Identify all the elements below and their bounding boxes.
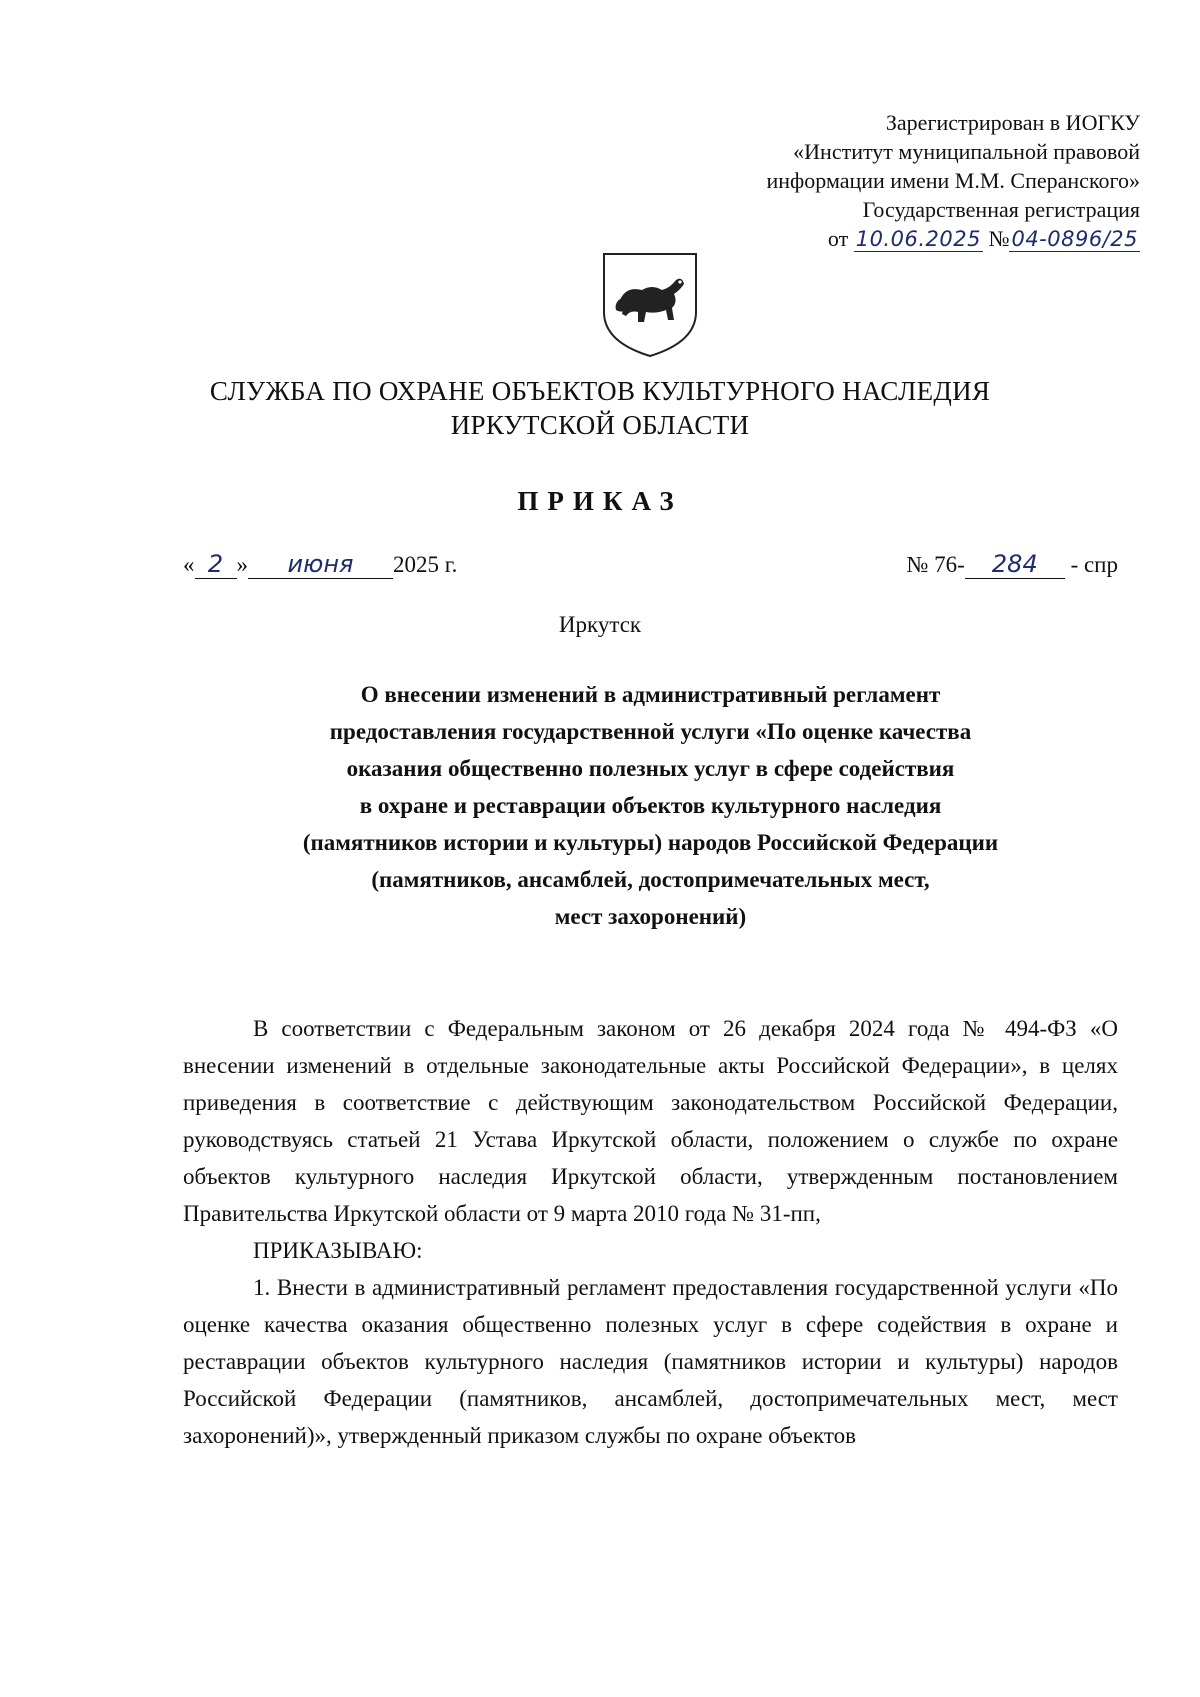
document-title bbox=[183, 676, 1118, 935]
order-month: июня bbox=[287, 550, 354, 578]
quote-open: « bbox=[183, 552, 195, 577]
registration-line: Зарегистрирован в ИОГКУ bbox=[885, 110, 1140, 135]
order-word: ПРИКАЗЫВАЮ: bbox=[253, 1238, 423, 1263]
registration-number-prefix: № bbox=[988, 226, 1010, 251]
order-month-field bbox=[248, 550, 393, 579]
irkutsk-coat-of-arms-icon bbox=[600, 250, 700, 360]
registration-line: Государственная регистрация bbox=[862, 197, 1140, 222]
registration-number: 04-0896/25 bbox=[1011, 227, 1138, 251]
registration-line: «Институт муниципальной правовой bbox=[793, 139, 1140, 164]
document-type: ПРИКАЗ bbox=[517, 486, 683, 516]
quote-close: » bbox=[236, 552, 248, 577]
title-line: (памятников истории и культуры) народов Российской Федерации bbox=[302, 830, 999, 855]
order-date-number-line bbox=[183, 550, 1118, 590]
order-day: 2 bbox=[207, 550, 224, 578]
organization-name bbox=[0, 374, 1200, 442]
order-day-field bbox=[195, 550, 237, 579]
order-year: 2025 г. bbox=[393, 552, 458, 577]
registration-line: информации имени М.М. Сперанского» bbox=[766, 168, 1140, 193]
document-body bbox=[183, 1010, 1118, 1454]
city: Иркутск bbox=[558, 612, 642, 637]
order-number-suffix: - спр bbox=[1070, 552, 1118, 577]
title-line: в охране и реставрации объектов культурного наследия bbox=[359, 793, 942, 818]
order-number bbox=[906, 550, 1118, 579]
order-item-1: 1. Внести в административный регламент предоставления государственной услуги «По оценке качества оказания общественно полезных услуг в сфере содействия в охране и реставрации объектов культурного наследия (памятников истории и культуры) народов Российской Федерации (памятников, ансамблей, достопримечательных мест, мест захоронений)», утвержденный приказом службы по охране объектов bbox=[183, 1275, 1118, 1448]
organization-line: ИРКУТСКОЙ ОБЛАСТИ bbox=[450, 410, 750, 440]
preamble-paragraph: В соответствии с Федеральным законом от 26 декабря 2024 года № 494-ФЗ «О внесении изменений в отдельные законодательные акты Российской Федерации», в целях приведения в соответствие с действующим законодательством Российской Федерации, руководствуясь статьей 21 Устава Иркутской области, положением о службе по охране объектов культурного наследия Иркутской области, утвержденным постановлением Правительства Иркутской области от 9 марта 2010 года № 31-пп, bbox=[183, 1016, 1118, 1226]
registration-stamp bbox=[620, 108, 1140, 254]
order-date bbox=[183, 550, 457, 579]
title-line: (памятников, ансамблей, достопримечательных мест, bbox=[371, 867, 930, 892]
order-number-field bbox=[965, 550, 1065, 579]
order-number-value: 284 bbox=[991, 550, 1038, 578]
title-line: мест захоронений) bbox=[554, 904, 747, 929]
organization-line: СЛУЖБА ПО ОХРАНЕ ОБЪЕКТОВ КУЛЬТУРНОГО НАСЛЕДИЯ bbox=[209, 376, 991, 406]
title-line: предоставления государственной услуги «По оценке качества bbox=[329, 719, 972, 744]
registration-date: 10.06.2025 bbox=[855, 227, 981, 251]
registration-date-prefix: от bbox=[827, 226, 849, 251]
title-line: оказания общественно полезных услуг в сфере содействия bbox=[346, 756, 955, 781]
title-line: О внесении изменений в административный регламент bbox=[360, 682, 941, 707]
order-number-prefix: № 76- bbox=[906, 552, 965, 577]
